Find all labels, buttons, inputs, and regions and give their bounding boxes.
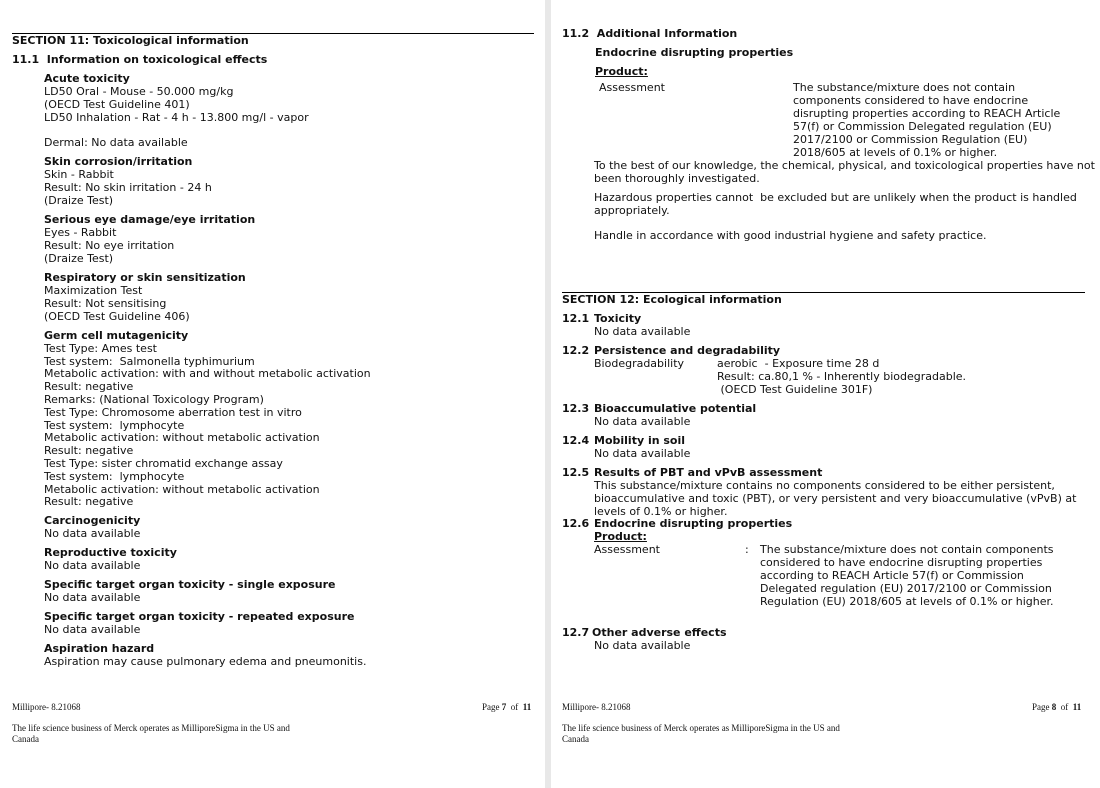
sensitization-line: Maximization Test bbox=[44, 284, 143, 297]
acute-toxicity-heading: Acute toxicity bbox=[44, 72, 130, 85]
sensitization-line: Result: Not sensitising bbox=[44, 297, 167, 310]
s12-3-text: No data available bbox=[594, 415, 691, 428]
skin-line: Skin - Rabbit bbox=[44, 168, 114, 181]
germ-line: Result: negative bbox=[44, 444, 134, 457]
subsection-11-2-title: 11.2 Additional Information bbox=[562, 27, 738, 40]
footer-of-label: of bbox=[510, 702, 519, 712]
eye-damage-heading: Serious eye damage/eye irritation bbox=[44, 213, 256, 226]
sds-page-8 bbox=[551, 0, 1100, 788]
s12-7-text: No data available bbox=[594, 639, 691, 652]
section-12-title: SECTION 12: Ecological information bbox=[562, 293, 782, 306]
footer-note: Canada bbox=[562, 734, 589, 744]
sensitization-heading: Respiratory or skin sensitization bbox=[44, 271, 246, 284]
germ-line: Remarks: (National Toxicology Program) bbox=[44, 393, 264, 406]
s12-6-colon: : bbox=[745, 543, 749, 556]
reproductive-toxicity-text: No data available bbox=[44, 559, 141, 572]
acute-line: LD50 Oral - Mouse - 50.000 mg/kg bbox=[44, 85, 234, 98]
subsection-11-1-title: 11.1 Information on toxicological effects bbox=[12, 53, 268, 66]
footer-page-num: 8 bbox=[1051, 702, 1057, 712]
handling-note: Handle in accordance with good industrial hygiene and safety practice. bbox=[594, 229, 987, 242]
eye-line: Result: No eye irritation bbox=[44, 239, 175, 252]
germ-line: Test Type: Ames test bbox=[44, 342, 157, 355]
footer-note: Canada bbox=[12, 734, 39, 744]
acute-dermal: Dermal: No data available bbox=[44, 136, 188, 149]
s12-2-num: 12.2 bbox=[562, 344, 590, 357]
s12-5-title: Results of PBT and vPvB assessment bbox=[594, 466, 823, 479]
biodegradability-line: Result: ca.80,1 % - Inherently biodegradable. bbox=[717, 370, 967, 383]
assessment-line: disrupting properties according to REACH Article bbox=[793, 107, 1061, 120]
s12-6-line: Delegated regulation (EU) 2017/2100 or Commission bbox=[760, 582, 1052, 595]
germ-line: Test system: lymphocyte bbox=[44, 470, 185, 483]
s12-6-line: according to REACH Article 57(f) or Commission bbox=[760, 569, 1024, 582]
assessment-label: Assessment bbox=[599, 81, 665, 94]
s12-5-num: 12.5 bbox=[562, 466, 590, 479]
s12-6-line: Regulation (EU) 2018/605 at levels of 0.1% or higher. bbox=[760, 595, 1054, 608]
s12-6-line: The substance/mixture does not contain components bbox=[760, 543, 1054, 556]
stot-repeated-text: No data available bbox=[44, 623, 141, 636]
footer-page-total: 11 bbox=[522, 702, 532, 712]
aspiration-heading: Aspiration hazard bbox=[44, 642, 155, 655]
assessment-line: The substance/mixture does not contain bbox=[793, 81, 1016, 94]
germ-line: Result: negative bbox=[44, 495, 134, 508]
stot-single-text: No data available bbox=[44, 591, 141, 604]
pbt-line: This substance/mixture contains no components considered to be either persistent, bbox=[594, 479, 1055, 492]
biodegradability-line: (OECD Test Guideline 301F) bbox=[717, 383, 873, 396]
germ-line: Metabolic activation: without metabolic activation bbox=[44, 431, 320, 444]
s12-4-text: No data available bbox=[594, 447, 691, 460]
germ-line: Test Type: sister chromatid exchange assay bbox=[44, 457, 283, 470]
s12-6-line: considered to have endocrine disrupting properties bbox=[760, 556, 1043, 569]
footer-page-number bbox=[482, 702, 531, 713]
footer-page-num: 7 bbox=[501, 702, 507, 712]
s12-6-product-label: Product: bbox=[594, 530, 647, 543]
footer-note: The life science business of Merck operates as MilliporeSigma in the US and bbox=[12, 723, 290, 733]
assessment-line: 2018/605 at levels of 0.1% or higher. bbox=[793, 146, 998, 159]
s12-7-num: 12.7 bbox=[562, 626, 590, 639]
s12-6-title: Endocrine disrupting properties bbox=[594, 517, 793, 530]
pbt-line: levels of 0.1% or higher. bbox=[594, 505, 728, 518]
knowledge-line: been thoroughly investigated. bbox=[594, 172, 760, 185]
sds-page-7 bbox=[0, 0, 545, 788]
endocrine-heading: Endocrine disrupting properties bbox=[595, 46, 794, 59]
germ-line: Test Type: Chromosome aberration test in vitro bbox=[44, 406, 302, 419]
section-11-title: SECTION 11: Toxicological information bbox=[12, 34, 249, 47]
pbt-line: bioaccumulative and toxic (PBT), or very persistent and very bioaccumulative (vPvB) at bbox=[594, 492, 1077, 505]
sensitization-line: (OECD Test Guideline 406) bbox=[44, 310, 190, 323]
hazardous-line: appropriately. bbox=[594, 204, 670, 217]
s12-3-num: 12.3 bbox=[562, 402, 590, 415]
assessment-line: 57(f) or Commission Delegated regulation (EU) bbox=[793, 120, 1052, 133]
germ-line: Metabolic activation: with and without metabolic activation bbox=[44, 367, 371, 380]
eye-line: Eyes - Rabbit bbox=[44, 226, 117, 239]
footer-page-label: Page bbox=[482, 702, 500, 712]
germ-cell-heading: Germ cell mutagenicity bbox=[44, 329, 189, 342]
s12-6-assessment-label: Assessment bbox=[594, 543, 660, 556]
footer-page-label: Page bbox=[1032, 702, 1050, 712]
product-label: Product: bbox=[595, 65, 648, 78]
skin-corrosion-heading: Skin corrosion/irritation bbox=[44, 155, 193, 168]
aspiration-text: Aspiration may cause pulmonary edema and pneumonitis. bbox=[44, 655, 367, 668]
germ-line: Result: negative bbox=[44, 380, 134, 393]
s12-1-title: Toxicity bbox=[594, 312, 642, 325]
footer-product: Millipore- 8.21068 bbox=[562, 702, 631, 712]
germ-line: Test system: lymphocyte bbox=[44, 419, 185, 432]
biodegradability-label: Biodegradability bbox=[594, 357, 685, 370]
footer-note: The life science business of Merck operates as MilliporeSigma in the US and bbox=[562, 723, 840, 733]
s12-1-text: No data available bbox=[594, 325, 691, 338]
knowledge-line: To the best of our knowledge, the chemical, physical, and toxicological properties have not bbox=[594, 159, 1095, 172]
germ-line: Test system: Salmonella typhimurium bbox=[44, 355, 255, 368]
s12-3-title: Bioaccumulative potential bbox=[594, 402, 757, 415]
assessment-line: 2017/2100 or Commission Regulation (EU) bbox=[793, 133, 1028, 146]
skin-line: Result: No skin irritation - 24 h bbox=[44, 181, 212, 194]
acute-line: (OECD Test Guideline 401) bbox=[44, 98, 190, 111]
footer-page-total: 11 bbox=[1072, 702, 1082, 712]
footer-of-label: of bbox=[1060, 702, 1069, 712]
stot-repeated-heading: Specific target organ toxicity - repeated exposure bbox=[44, 610, 355, 623]
carcinogenicity-heading: Carcinogenicity bbox=[44, 514, 141, 527]
s12-2-title: Persistence and degradability bbox=[594, 344, 781, 357]
eye-line: (Draize Test) bbox=[44, 252, 114, 265]
footer-page-number bbox=[1032, 702, 1081, 713]
s12-6-num: 12.6 bbox=[562, 517, 590, 530]
reproductive-toxicity-heading: Reproductive toxicity bbox=[44, 546, 177, 559]
assessment-line: components considered to have endocrine bbox=[793, 94, 1029, 107]
skin-line: (Draize Test) bbox=[44, 194, 114, 207]
stot-single-heading: Specific target organ toxicity - single exposure bbox=[44, 578, 336, 591]
s12-4-title: Mobility in soil bbox=[594, 434, 686, 447]
hazardous-line: Hazardous properties cannot be excluded but are unlikely when the product is handled bbox=[594, 191, 1077, 204]
s12-4-num: 12.4 bbox=[562, 434, 590, 447]
s12-7-title: Other adverse effects bbox=[592, 626, 727, 639]
biodegradability-line: aerobic - Exposure time 28 d bbox=[717, 357, 880, 370]
s12-1-num: 12.1 bbox=[562, 312, 590, 325]
germ-line: Metabolic activation: without metabolic activation bbox=[44, 483, 320, 496]
footer-product: Millipore- 8.21068 bbox=[12, 702, 81, 712]
carcinogenicity-text: No data available bbox=[44, 527, 141, 540]
acute-line: LD50 Inhalation - Rat - 4 h - 13.800 mg/l - vapor bbox=[44, 111, 309, 124]
